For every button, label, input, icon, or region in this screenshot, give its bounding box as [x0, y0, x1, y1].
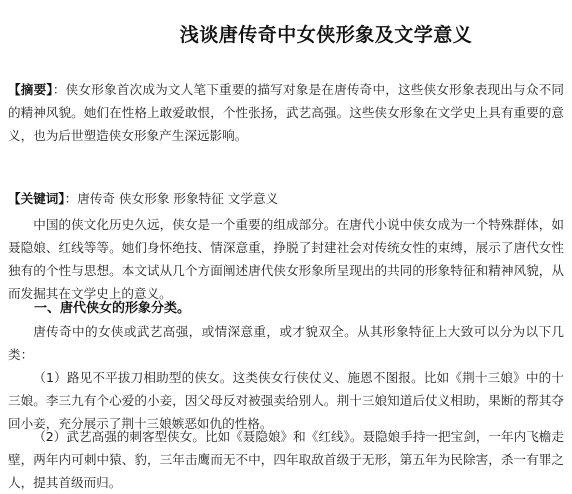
abstract-text: ：侠女形象首次成为文人笔下重要的描写对象是在唐传奇中，这些侠女形象表现出与众不同的精神风貌。她们在性格上敢爱敢恨，个性张扬，武艺高强。这些侠女形象在文学史上具有重要的意义，也为后世塑造侠女形象产生深远影响。	[8, 82, 565, 143]
section-heading: 一、唐代侠女的形象分类。	[34, 301, 191, 316]
type-2-paragraph: （2）武艺高强的刺客型侠女。比如《聂隐娘》和《红线》。聂隐娘手持一把宝剑，一年内飞檐走壁，两年内可刺中猿、豹，三年击鹰而无不中，四年取敌首级于无形，第五年为民除害，杀一有罪之人，提其首级而归。	[8, 429, 564, 490]
keywords-label: 【关键词】	[8, 191, 65, 206]
abstract-paragraph	[8, 78, 564, 147]
keywords-text: ：唐传奇 侠女形象 形象特征 文学意义	[64, 191, 279, 206]
classification-intro-paragraph: 唐传奇中的女侠或武艺高强，或情深意重，或才貌双全。从其形象特征上大致可以分为以下几类：	[8, 324, 564, 362]
keywords-paragraph	[8, 187, 564, 210]
intro-paragraph: 中国的侠文化历史久远，侠女是一个重要的组成部分。在唐代小说中侠女成为一个特殊群体，如聂隐娘、红线等等。她们身怀绝技、情深意重，挣脱了封建社会对传统女性的束缚，展示了唐代女性独有的个性与思想。本文试从几个方面阐述唐代侠女形象所呈现出的共同的形象特征和精神风貌，从而发掘其在文学史上的意义。	[8, 217, 564, 301]
type-1-paragraph: （1）路见不平拔刀相助型的侠女。这类侠女行侠仗义、施恩不图报。比如《荆十三娘》中的十三娘。李三九有个心爱的小妾，因父母反对被强卖给别人。荆十三娘知道后仗义相助，果断的帮其夺回小妾，充分展示了荆十三娘嫉恶如仇的性格。	[8, 370, 564, 431]
abstract-label: 【摘要】	[8, 82, 53, 97]
document-title: 浅谈唐传奇中女侠形象及文学意义	[179, 24, 473, 46]
